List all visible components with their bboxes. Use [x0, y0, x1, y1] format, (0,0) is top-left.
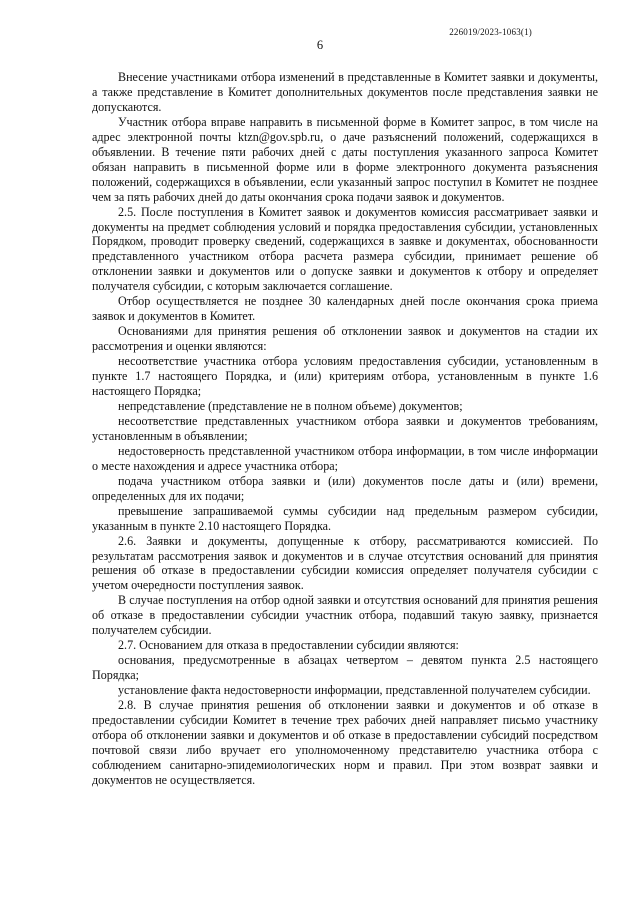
page-number: 6	[316, 38, 324, 52]
paragraph: В случае поступления на отбор одной заявки и отсутствия оснований для принятия решения об отказе в предоставлении субсидии участник отбора, подавший такую заявку, признается получателем субсидии.	[92, 593, 598, 638]
paragraph: Отбор осуществляется не позднее 30 календарных дней после окончания срока приема заявок и документов в Комитет.	[92, 294, 598, 324]
paragraph: непредставление (представление не в полном объеме) документов;	[118, 398, 463, 413]
paragraph: основания, предусмотренные в абзацах четвертом – девятом пункта 2.5 настоящего Порядка;	[92, 653, 598, 683]
paragraph: Внесение участниками отбора изменений в представленные в Комитет заявки и документы, а также представление в Комитет дополнительных документов после представления заявки не допускаются.	[92, 70, 598, 114]
paragraph: 2.5. После поступления в Комитет заявок и документов комиссия рассматривает заявки и документы на предмет соблюдения условий и порядка предоставления субсидии, установленных Порядком, проводит проверку сведений, содержащихся в заявке и документах, обоснованности представленного участником отбора расчета размера субсидии, принимает решение об отклонении заявки и документов или о допуске заявки и документов к отбору и определяет получателя субсидии, с которым заключается соглашение.	[92, 204, 598, 294]
paragraph: 2.8. В случае принятия решения об отклонении заявки и документов и об отказе в предоставлении субсидии Комитет в течение трех рабочих дней направляет письмо участнику отбора об отклонении заявки и документов и об отказе в предоставлении субсидий посредством почтовой связи либо вручает его уполномоченному представителю участника отбора с соблюдением санитарно-эпидемиологических норм и правил. При этом возврат заявки и документов не осуществляется.	[92, 698, 598, 787]
paragraph: несоответствие участника отбора условиям предоставления субсидии, установленным в пункте 1.7 настоящего Порядка, и (или) критериям отбора, установленным в пункте 1.6 настоящего Порядка;	[92, 354, 598, 399]
document-body	[92, 70, 598, 788]
paragraph: Основаниями для принятия решения об отклонении заявок и документов на стадии их рассмотрения и оценки являются:	[92, 324, 598, 354]
paragraph: 2.6. Заявки и документы, допущенные к отбору, рассматриваются комиссией. По результатам рассмотрения заявок и документов и в случае отсутствия оснований для принятия решения об отказе в предоставлении субсидии комиссия определяет получателя субсидии с учетом очередности поступления заявок.	[92, 533, 598, 593]
paragraph: 2.7. Основанием для отказа в предоставлении субсидии являются:	[118, 638, 459, 653]
paragraph: недостоверность представленной участником отбора информации, в том числе информации о месте нахождения и адресе участника отбора;	[92, 443, 598, 473]
paragraph: подача участником отбора заявки и (или) документов после даты и (или) времени, определенных для их подачи;	[92, 473, 598, 503]
paragraph: превышение запрашиваемой суммы субсидии над предельным размером субсидии, указанным в пункте 2.10 настоящего Порядка.	[92, 503, 598, 533]
paragraph: Участник отбора вправе направить в письменной форме в Комитет запрос, в том числе на адрес электронной почты ktzn@gov.spb.ru, о даче разъяснений положений, содержащихся в объявлении. В течение пяти рабочих дней с даты поступления указанного запроса Комитет обязан направить в письменной форме или в форме электронного документа разъяснения положений, содержащихся в объявлении, если указанный запрос поступил в Комитет не позднее чем за пять рабочих дней до даты окончания срока подачи заявок и документов.	[92, 114, 598, 204]
paragraph: несоответствие представленных участником отбора заявки и документов требованиям, установленным в объявлении;	[92, 413, 598, 443]
document-number: 226019/2023-1063(1)	[449, 27, 532, 37]
paragraph: установление факта недостоверности информации, представленной получателем субсидии.	[118, 683, 591, 698]
